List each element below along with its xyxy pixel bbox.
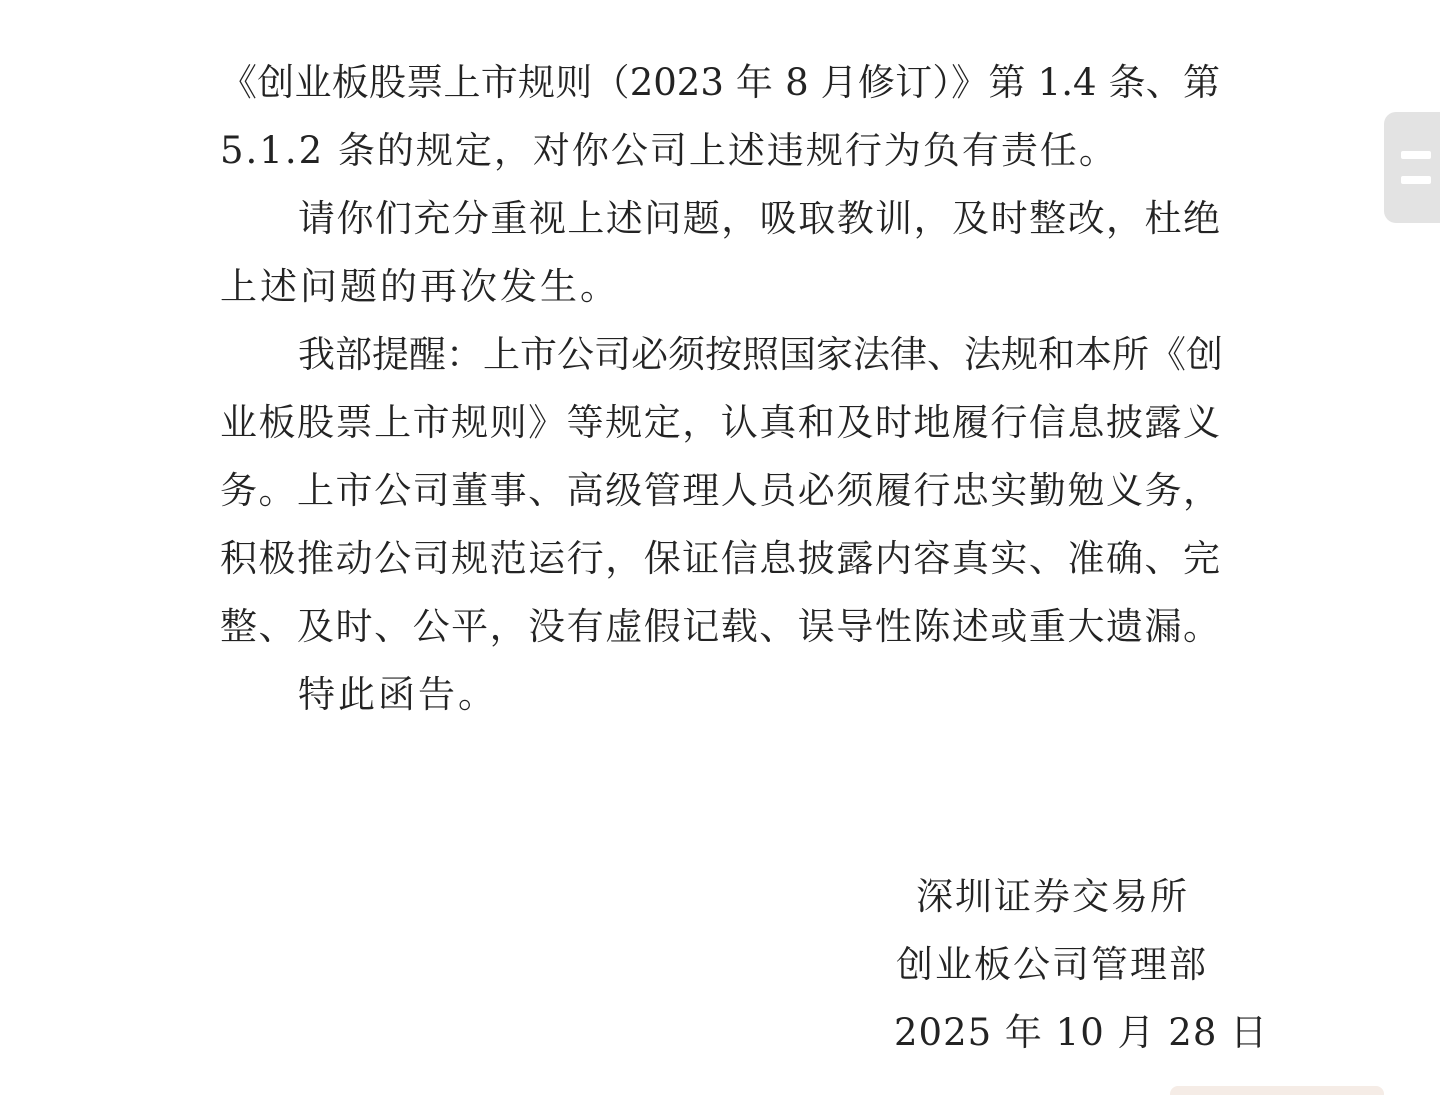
body-line-6: 业板股票上市规则》等规定，认真和及时地履行信息披露义 bbox=[220, 401, 1220, 444]
body-line-10: 特此函告。 bbox=[298, 673, 498, 716]
body-line-3: 请你们充分重视上述问题，吸取教训，及时整改，杜绝 bbox=[298, 197, 1220, 240]
body-line-9: 整、及时、公平，没有虚假记载、误导性陈述或重大遗漏。 bbox=[220, 605, 1220, 648]
body-line-4: 上述问题的再次发生。 bbox=[220, 265, 620, 308]
body-line-7: 务。上市公司董事、高级管理人员必须履行忠实勤勉义务， bbox=[220, 469, 1220, 512]
bottom-toolbar-edge bbox=[1170, 1086, 1384, 1095]
side-menu-button[interactable] bbox=[1384, 112, 1440, 223]
signature-department: 创业板公司管理部 bbox=[896, 943, 1208, 986]
body-line-5: 我部提醒：上市公司必须按照国家法律、法规和本所《创 bbox=[298, 333, 1223, 376]
body-line-1: 《创业板股票上市规则（2023 年 8 月修订）》第 1.4 条、第 bbox=[220, 61, 1220, 104]
signature-organization: 深圳证券交易所 bbox=[916, 875, 1189, 918]
body-line-2: 5.1.2 条的规定，对你公司上述违规行为负有责任。 bbox=[220, 129, 1118, 172]
signature-date: 2025 年 10 月 28 日 bbox=[894, 1011, 1269, 1054]
body-line-8: 积极推动公司规范运行，保证信息披露内容真实、准确、完 bbox=[220, 537, 1220, 580]
